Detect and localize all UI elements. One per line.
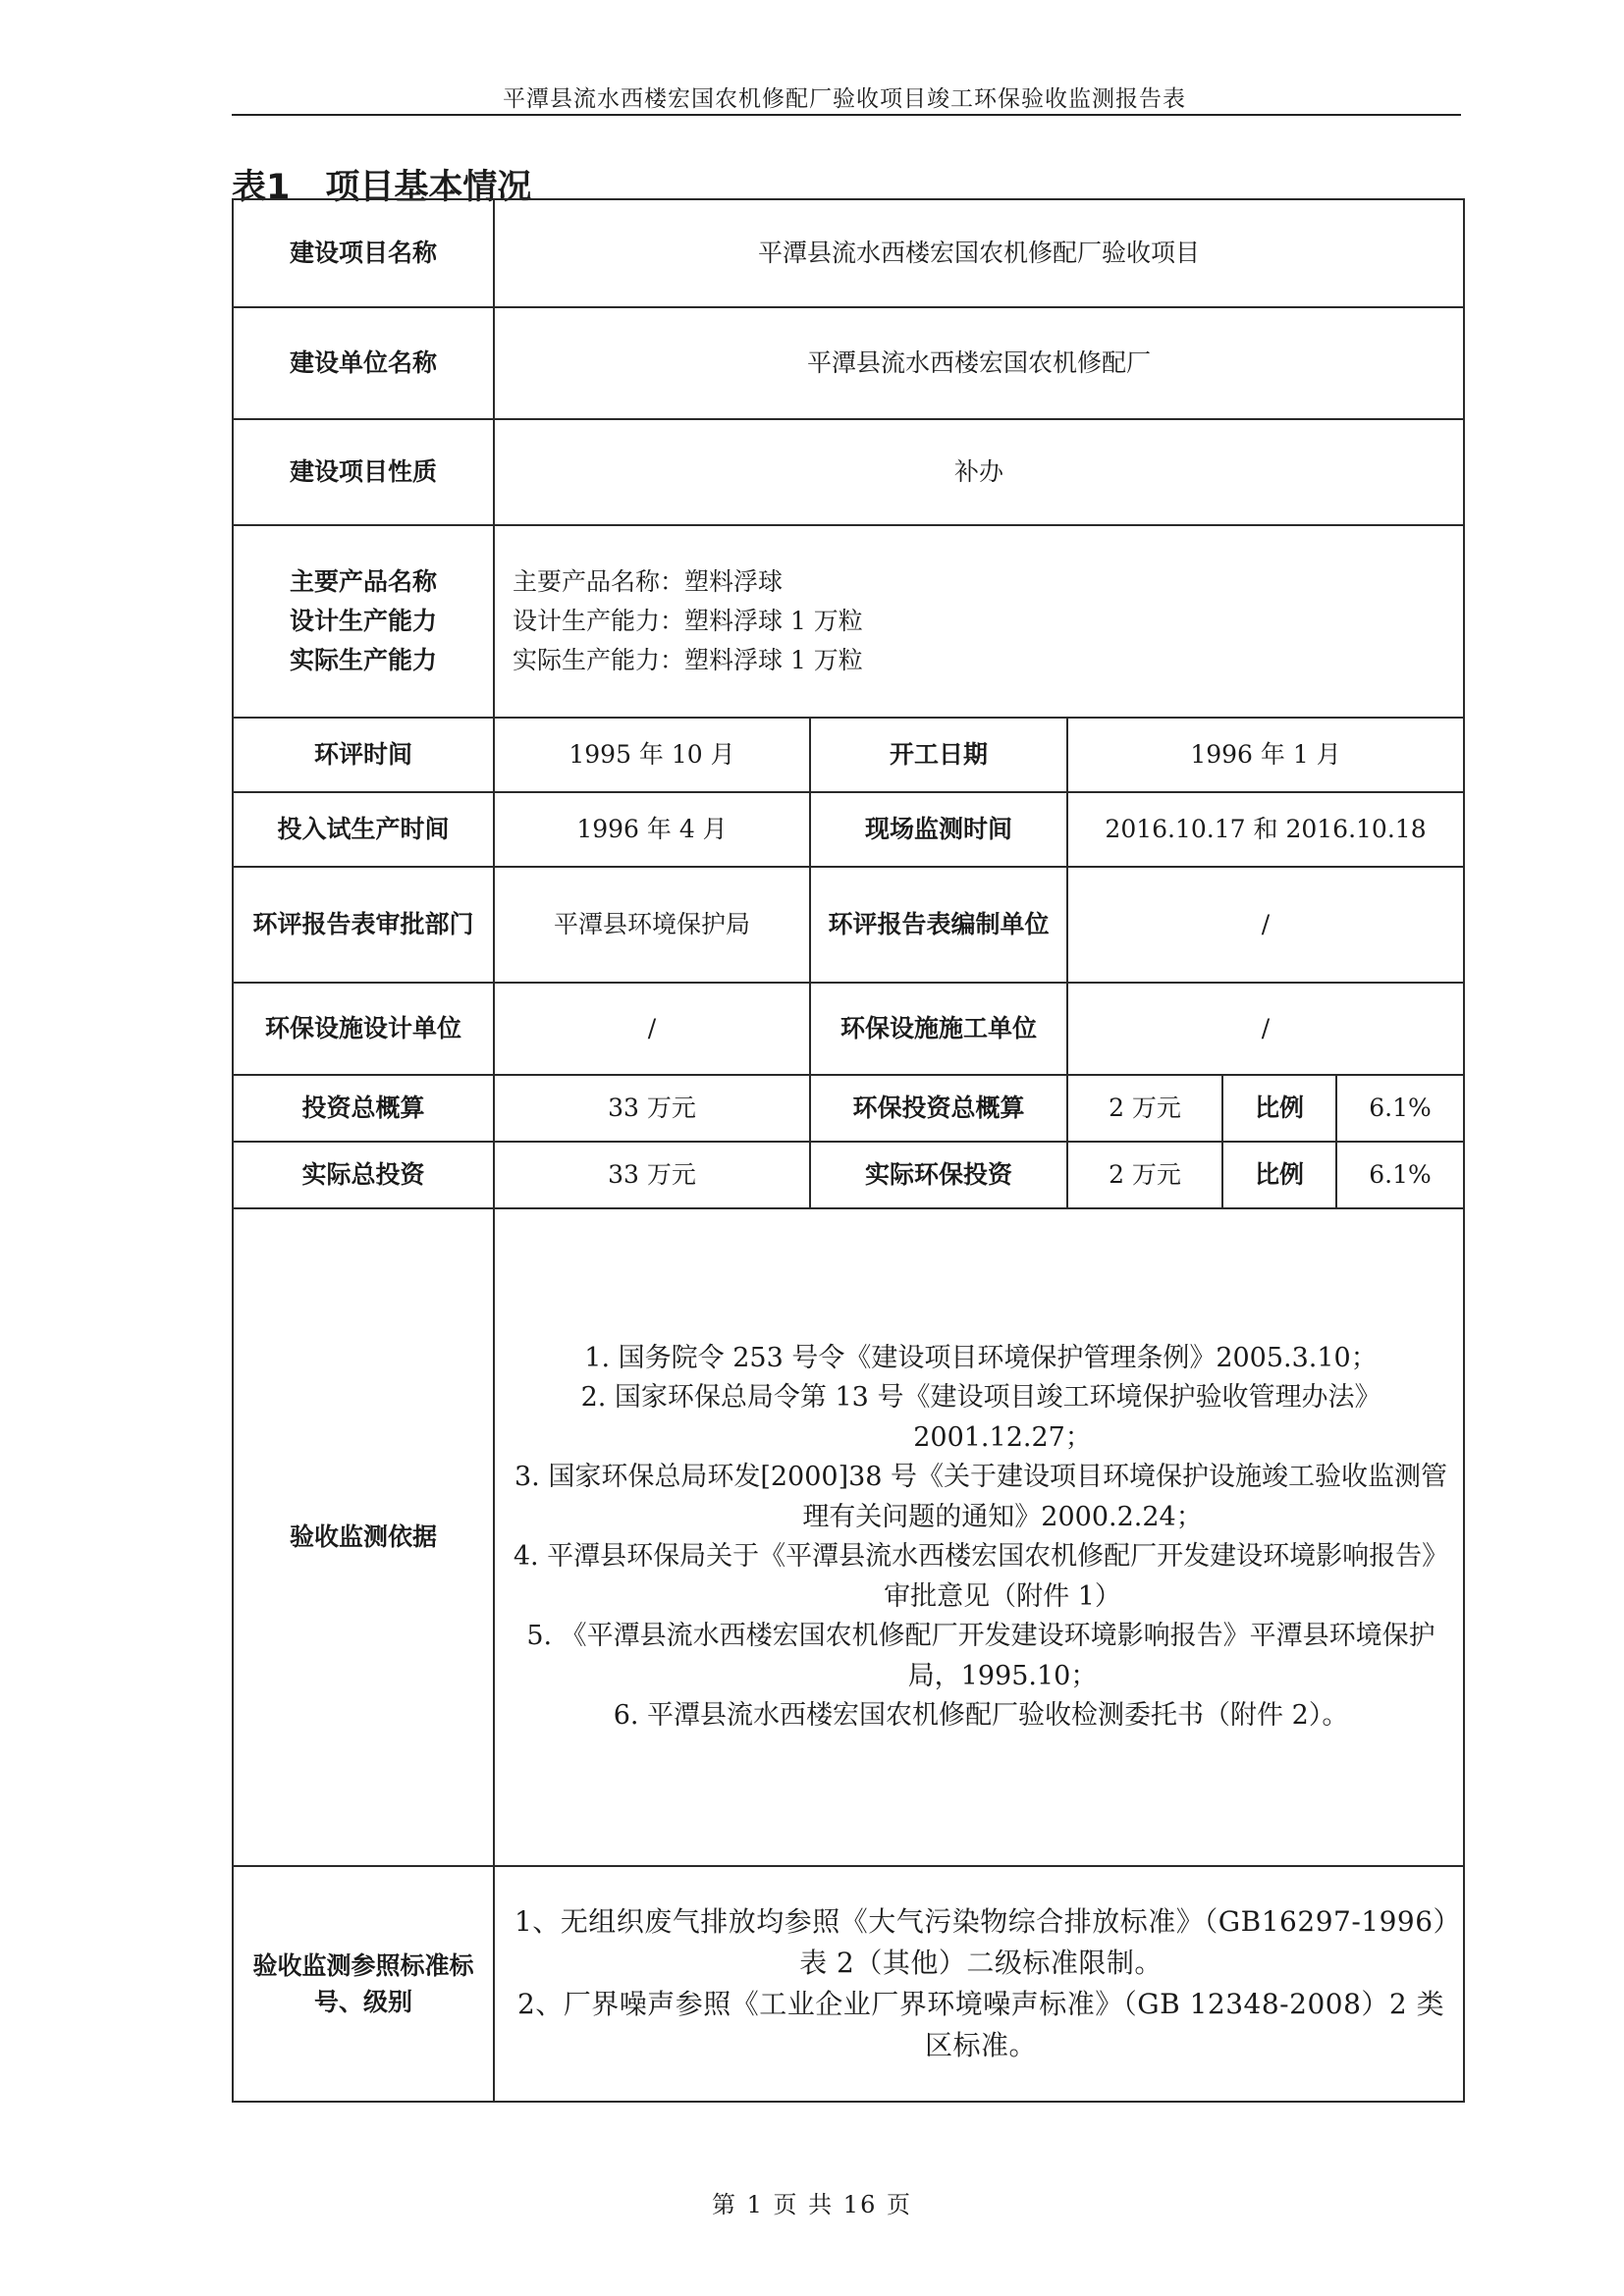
basis-item: 1. 国务院令 253 号令《建设项目环境保护管理条例》2005.3.10；	[584, 1342, 1378, 1373]
basis-item: 4. 平潭县环保局关于《平潭县流水西楼宏国农机修配厂开发建设环境影响报告》审批意见（附件 1）	[513, 1541, 1449, 1612]
start-date-value: 1996 年 1 月	[1067, 718, 1464, 792]
table-name: 项目基本情况	[325, 168, 532, 207]
products-label-design: 设计生产能力	[289, 607, 437, 635]
construction-unit-label: 环保设施施工单位	[810, 983, 1067, 1075]
table-row	[233, 867, 1464, 983]
construction-unit-value: /	[1067, 983, 1464, 1075]
env-budget-value: 2 万元	[1067, 1075, 1222, 1142]
basis-item: 6. 平潭县流水西楼宏国农机修配厂验收检测委托书（附件 2）。	[613, 1700, 1349, 1731]
actual-env-investment-label: 实际环保投资	[810, 1142, 1067, 1208]
table-row	[233, 525, 1464, 718]
budget-ratio-value: 6.1%	[1336, 1075, 1464, 1142]
table-row	[233, 1075, 1464, 1142]
basis-label: 验收监测依据	[233, 1208, 494, 1866]
trial-time-label: 投入试生产时间	[233, 792, 494, 867]
nature-value: 补办	[494, 419, 1464, 525]
products-value-name: 主要产品名称：塑料浮球	[513, 567, 784, 596]
report-header-title: 平潭县流水西楼宏国农机修配厂验收项目竣工环保验收监测报告表	[503, 86, 1186, 112]
products-value	[494, 525, 1464, 718]
nature-label: 建设项目性质	[233, 419, 494, 525]
budget-value: 33 万元	[494, 1075, 810, 1142]
actual-investment-value: 33 万元	[494, 1142, 810, 1208]
actual-ratio-value: 6.1%	[1336, 1142, 1464, 1208]
design-unit-value: /	[494, 983, 810, 1075]
header-rule	[232, 114, 1461, 116]
basis-item: 2. 国家环保总局令第 13 号《建设项目竣工环境保护验收管理办法》2001.12.27；	[580, 1382, 1381, 1453]
basis-item: 3. 国家环保总局环发[2000]38 号《关于建设项目环境保护设施竣工验收监测管理有关问题的通知》2000.2.24；	[514, 1462, 1448, 1532]
products-value-actual: 实际生产能力：塑料浮球 1 万粒	[513, 646, 863, 674]
basis-list	[494, 1208, 1464, 1866]
budget-ratio-label: 比例	[1222, 1075, 1336, 1142]
project-info-table	[232, 198, 1465, 2103]
approval-dept-value: 平潭县环境保护局	[494, 867, 810, 983]
table-row	[233, 718, 1464, 792]
actual-env-investment-value: 2 万元	[1067, 1142, 1222, 1208]
table-row	[233, 983, 1464, 1075]
report-unit-value: /	[1067, 867, 1464, 983]
table-row	[233, 792, 1464, 867]
table-row	[233, 1142, 1464, 1208]
budget-label: 投资总概算	[233, 1075, 494, 1142]
unit-name-label: 建设单位名称	[233, 307, 494, 419]
start-date-label: 开工日期	[810, 718, 1067, 792]
eia-time-value: 1995 年 10 月	[494, 718, 810, 792]
monitoring-time-value: 2016.10.17 和 2016.10.18	[1067, 792, 1464, 867]
products-label	[233, 525, 494, 718]
project-name-value: 平潭县流水西楼宏国农机修配厂验收项目	[494, 199, 1464, 307]
products-label-name: 主要产品名称	[289, 567, 437, 596]
env-budget-label: 环保投资总概算	[810, 1075, 1067, 1142]
monitoring-time-label: 现场监测时间	[810, 792, 1067, 867]
products-value-design: 设计生产能力：塑料浮球 1 万粒	[513, 607, 863, 635]
design-unit-label: 环保设施设计单位	[233, 983, 494, 1075]
table-row	[233, 419, 1464, 525]
table-row	[233, 1208, 1464, 1866]
unit-name-value: 平潭县流水西楼宏国农机修配厂	[494, 307, 1464, 419]
report-unit-label: 环评报告表编制单位	[810, 867, 1067, 983]
basis-item: 5. 《平潭县流水西楼宏国农机修配厂开发建设环境影响报告》平潭县环境保护局，1995.10；	[526, 1621, 1435, 1691]
standards-list	[494, 1866, 1464, 2102]
eia-time-label: 环评时间	[233, 718, 494, 792]
standard-item: 2、厂界噪声参照《工业企业厂界环境噪声标准》（GB 12348-2008）2 类区标准。	[516, 1988, 1445, 2061]
table-number: 表1	[232, 168, 291, 207]
table-row	[233, 1866, 1464, 2102]
standards-label: 验收监测参照标准标号、级别	[233, 1866, 494, 2102]
standard-item: 1、无组织废气排放均参照《大气污染物综合排放标准》（GB16297-1996）表 2（其他）二级标准限制。	[514, 1905, 1448, 1979]
table-row	[233, 307, 1464, 419]
approval-dept-label: 环评报告表审批部门	[233, 867, 494, 983]
actual-ratio-label: 比例	[1222, 1142, 1336, 1208]
actual-investment-label: 实际总投资	[233, 1142, 494, 1208]
trial-time-value: 1996 年 4 月	[494, 792, 810, 867]
products-label-actual: 实际生产能力	[289, 646, 437, 674]
page-number: 第 1 页 共 16 页	[712, 2191, 912, 2218]
project-name-label: 建设项目名称	[233, 199, 494, 307]
table-row	[233, 199, 1464, 307]
